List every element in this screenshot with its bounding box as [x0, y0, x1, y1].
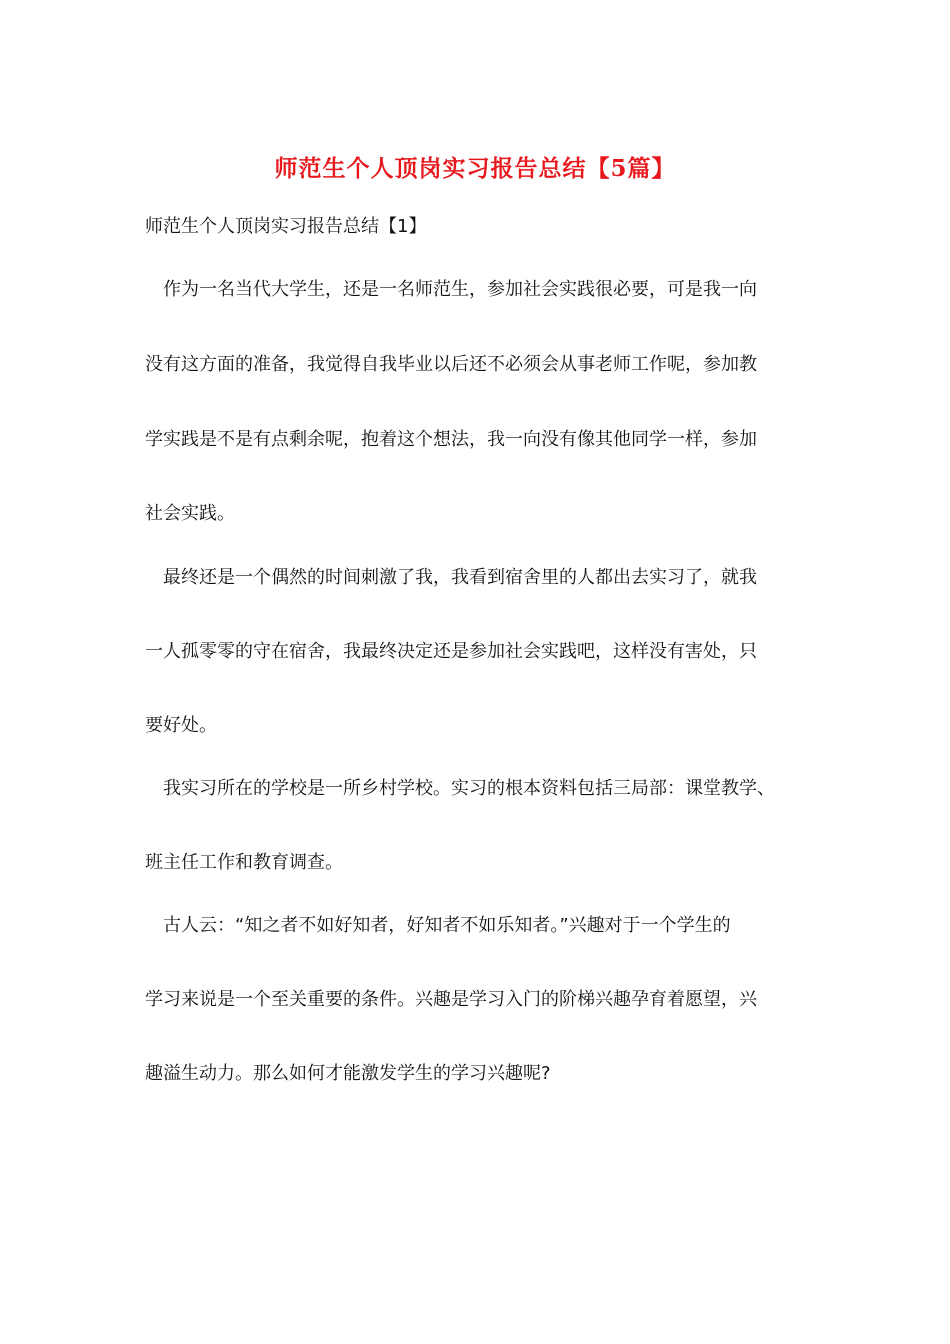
paragraph-1-line-4: 社会实践。 — [145, 503, 235, 524]
paragraph-2-line-1: 最终还是一个偶然的时间刺激了我，我看到宿舍里的人都出去实习了，就我 — [163, 567, 757, 588]
paragraph-3-line-1: 我实习所在的学校是一所乡村学校。实习的根本资料包括三局部：课堂教学、 — [163, 778, 775, 799]
paragraph-1-line-3: 学实践是不是有点剩余呢，抱着这个想法，我一向没有像其他同学一样，参加 — [145, 429, 757, 450]
document-title: 师范生个人顶岗实习报告总结【5篇】 — [274, 155, 676, 182]
paragraph-4-line-3: 趣溢生动力。那么如何才能激发学生的学习兴趣呢? — [145, 1063, 551, 1084]
paragraph-1-line-1: 作为一名当代大学生，还是一名师范生，参加社会实践很必要，可是我一向 — [163, 279, 757, 300]
paragraph-3-line-2: 班主任工作和教育调查。 — [145, 852, 343, 873]
section-heading: 师范生个人顶岗实习报告总结【1】 — [145, 216, 427, 237]
paragraph-4-line-2: 学习来说是一个至关重要的条件。兴趣是学习入门的阶梯兴趣孕育着愿望，兴 — [145, 989, 757, 1010]
paragraph-2-line-2: 一人孤零零的守在宿舍，我最终决定还是参加社会实践吧，这样没有害处，只 — [145, 641, 757, 662]
paragraph-2-line-3: 要好处。 — [145, 715, 217, 736]
paragraph-1-line-2: 没有这方面的准备，我觉得自我毕业以后还不必须会从事老师工作呢，参加教 — [145, 354, 757, 375]
paragraph-4-line-1: 古人云：“知之者不如好知者，好知者不如乐知者。”兴趣对于一个学生的 — [163, 915, 731, 936]
